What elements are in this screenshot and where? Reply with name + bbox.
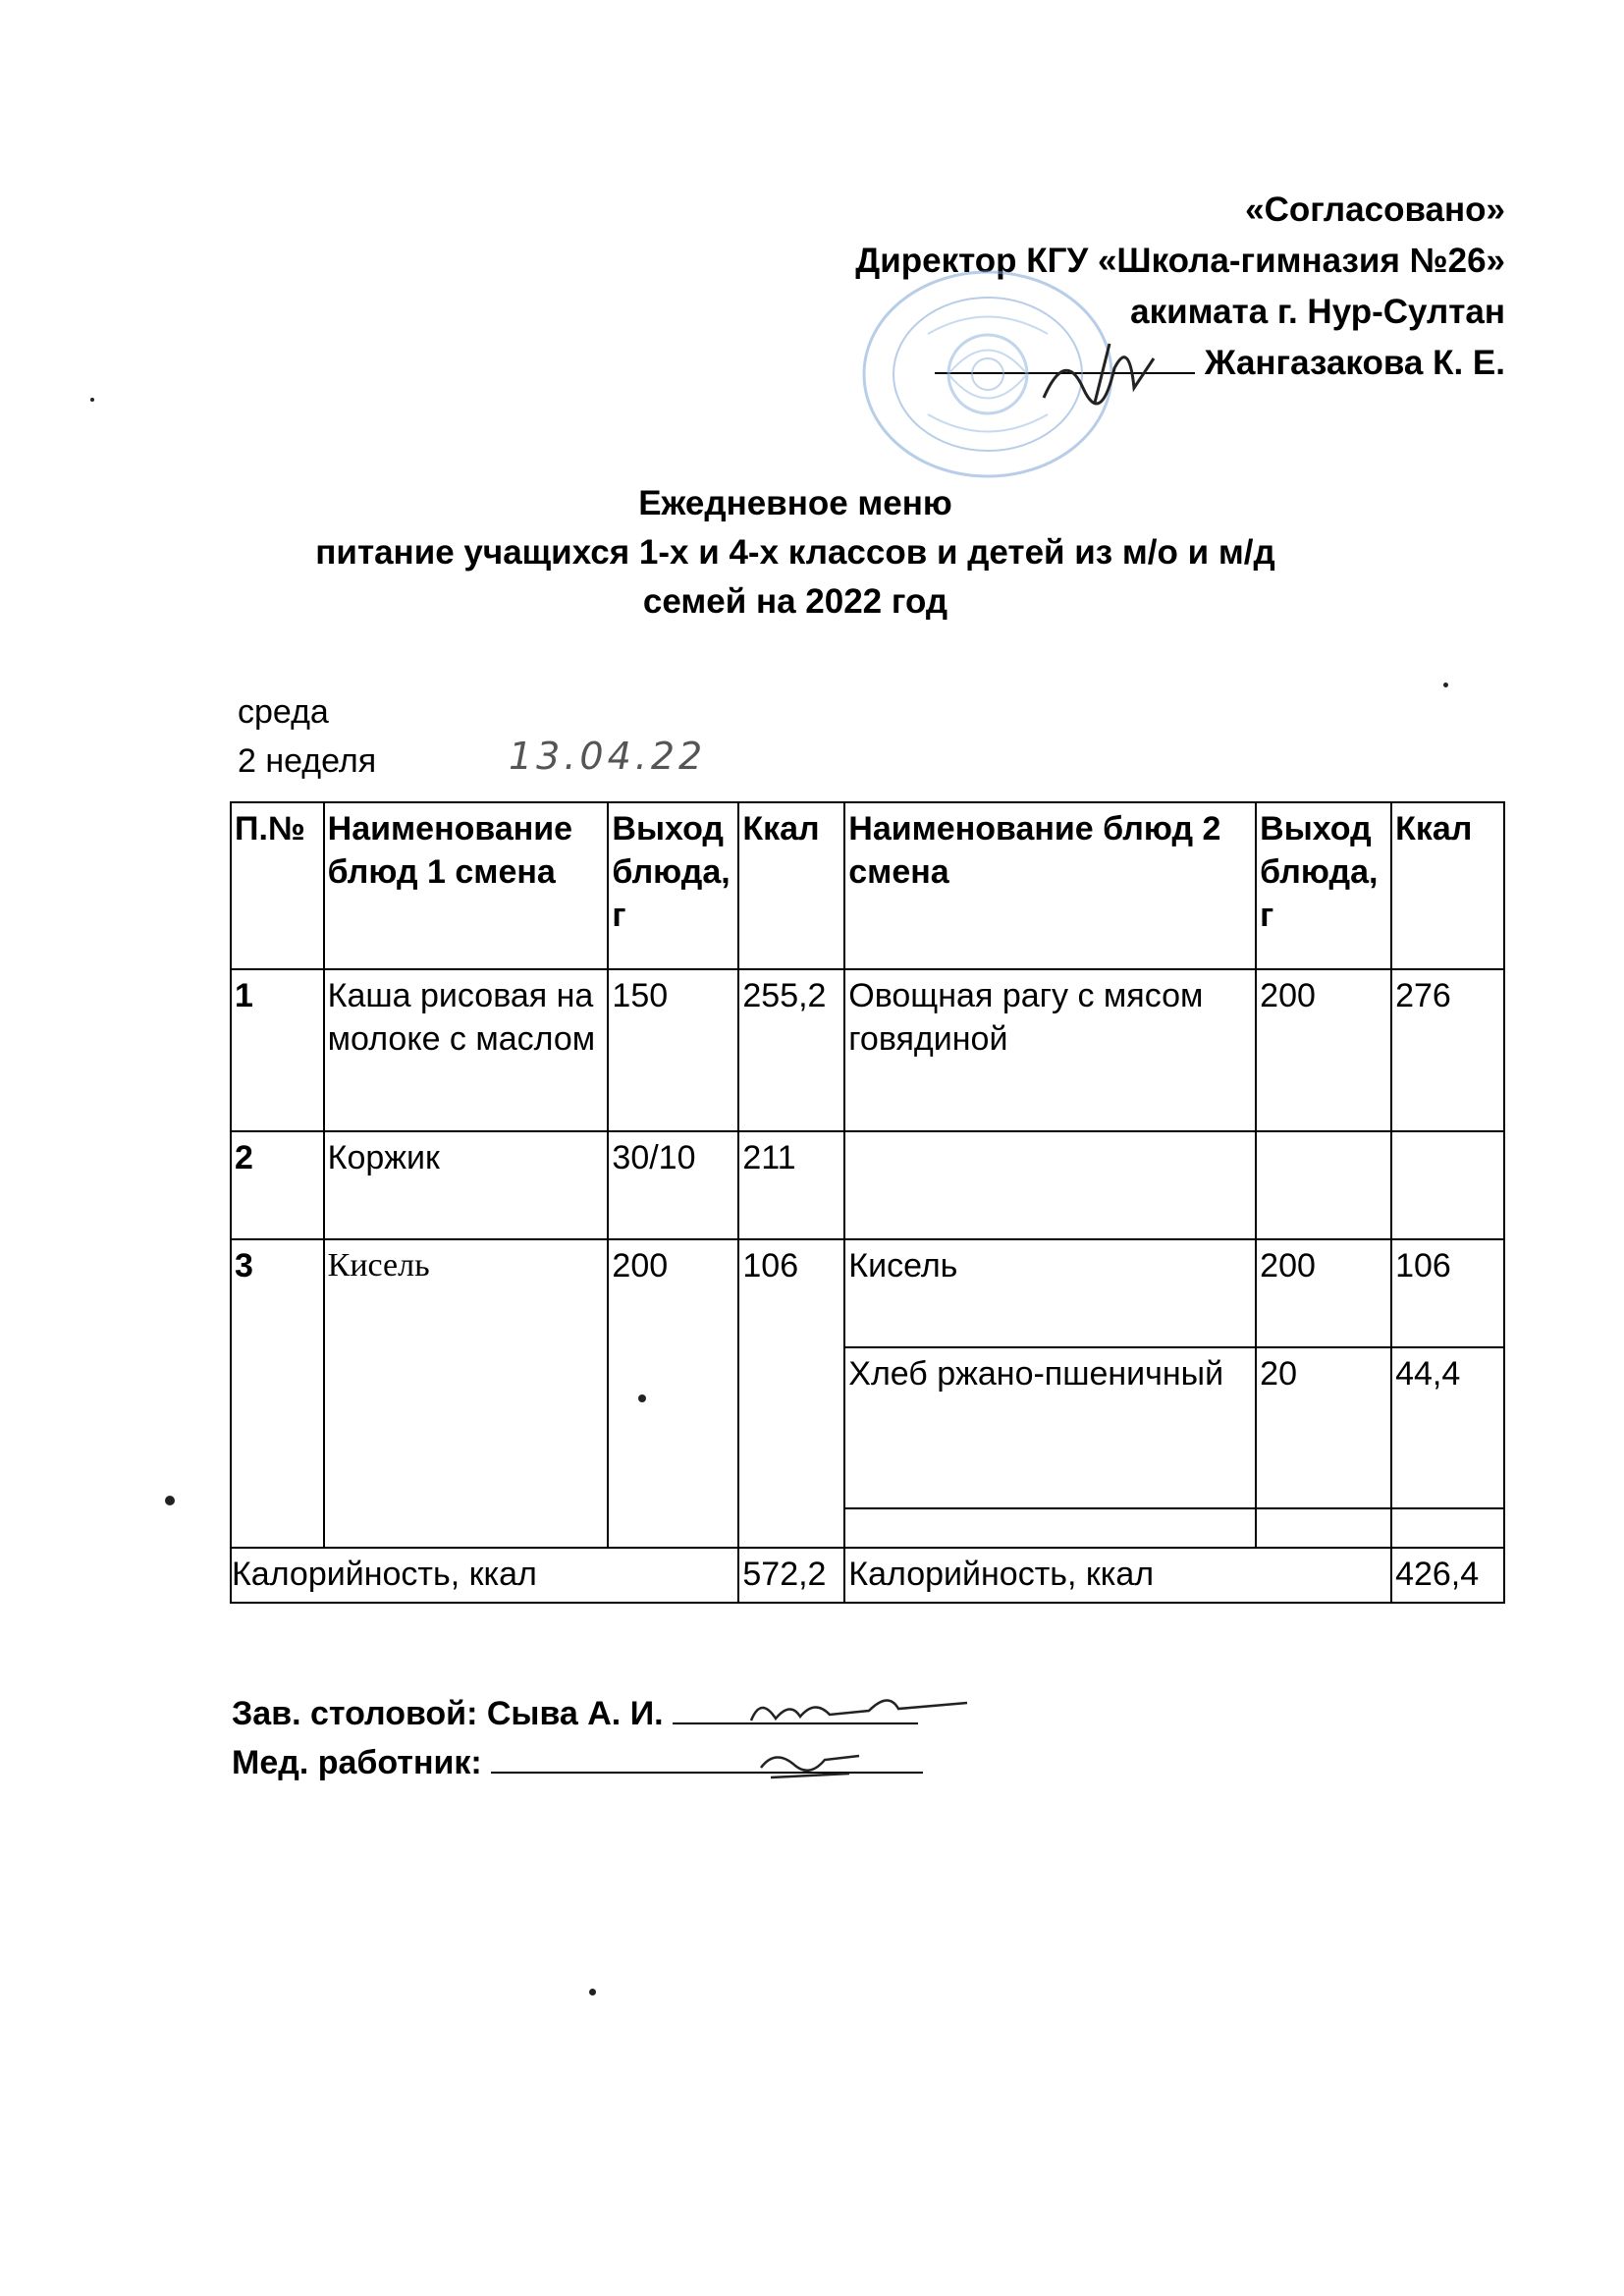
header-output-shift-2: Выход блюда, г: [1256, 802, 1391, 969]
scan-speck: [638, 1394, 646, 1402]
kcal-shift-1: 211: [738, 1131, 844, 1239]
title-line-2: питание учащихся 1-х и 4-х классов и детей из м/о и м/д: [315, 533, 1275, 572]
row-number: 3: [231, 1239, 324, 1548]
director-name: Жангазакова К. Е.: [1204, 344, 1505, 382]
dish-shift-2: Кисель: [844, 1239, 1256, 1347]
dish-shift-1: Каша рисовая на молоке с маслом: [324, 969, 609, 1131]
output-shift-2: 200: [1256, 1239, 1391, 1347]
approval-director: Директор КГУ «Школа-гимназия №26»: [855, 242, 1505, 280]
table-header-row: [231, 802, 1504, 969]
total-value-shift-1: 572,2: [738, 1548, 844, 1603]
scan-speck: [1443, 683, 1448, 687]
canteen-signature-icon: [741, 1681, 987, 1740]
dish-shift-2: Хлеб ржано-пшеничный: [844, 1347, 1256, 1508]
medic-signature-icon: [751, 1738, 879, 1792]
empty-cell: [844, 1508, 1256, 1548]
kcal-shift-2: 106: [1391, 1239, 1504, 1347]
dish-shift-2: [844, 1131, 1256, 1239]
header-dish-shift-1: Наименование блюд 1 смена: [324, 802, 609, 969]
scan-speck: [165, 1496, 175, 1505]
header-dish-shift-2: Наименование блюд 2 смена: [844, 802, 1256, 969]
header-number: П.№: [231, 802, 324, 969]
row-number: 1: [231, 969, 324, 1131]
empty-cell: [1256, 1508, 1391, 1548]
total-label-shift-2: Калорийность, ккал: [844, 1548, 1391, 1603]
output-shift-2: 200: [1256, 969, 1391, 1131]
document-title: [236, 479, 1355, 627]
menu-table: [230, 801, 1505, 1604]
title-line-3: семей на 2022 год: [642, 582, 948, 621]
kcal-shift-2: 276: [1391, 969, 1504, 1131]
kcal-shift-1: 255,2: [738, 969, 844, 1131]
kcal-shift-1: 106: [738, 1239, 844, 1548]
kcal-shift-2: [1391, 1131, 1504, 1239]
director-signature-icon: [1036, 329, 1173, 417]
scan-speck: [589, 1989, 596, 1995]
header-output-shift-1: Выход блюда, г: [608, 802, 738, 969]
week-number: 2 неделя: [238, 742, 377, 780]
dish-shift-1: Кисель: [324, 1239, 609, 1548]
scan-speck: [90, 398, 94, 402]
kcal-shift-2: 44,4: [1391, 1347, 1504, 1508]
output-shift-1: 30/10: [608, 1131, 738, 1239]
output-shift-2: 20: [1256, 1347, 1391, 1508]
title-line-1: Ежедневное меню: [638, 484, 952, 522]
table-row: [231, 969, 1504, 1131]
output-shift-1: 200: [608, 1239, 738, 1548]
output-shift-2: [1256, 1131, 1391, 1239]
canteen-head-label: Зав. столовой: Сыва А. И.: [232, 1695, 664, 1732]
table-row: [231, 1239, 1504, 1347]
header-kcal-shift-2: Ккал: [1391, 802, 1504, 969]
header-kcal-shift-1: Ккал: [738, 802, 844, 969]
dish-shift-1: Коржик: [324, 1131, 609, 1239]
dish-shift-2: Овощная рагу с мясом говядиной: [844, 969, 1256, 1131]
handwritten-date: 13.04.22: [509, 735, 707, 778]
row-number: 2: [231, 1131, 324, 1239]
empty-cell: [1391, 1508, 1504, 1548]
table-row: [231, 1131, 1504, 1239]
day-info: [238, 687, 376, 786]
medic-label: Мед. работник:: [232, 1744, 482, 1781]
weekday: среда: [238, 693, 329, 731]
table-totals-row: [231, 1548, 1504, 1603]
approval-akimat: акимата г. Нур-Султан: [1130, 293, 1505, 331]
output-shift-1: 150: [608, 969, 738, 1131]
total-value-shift-2: 426,4: [1391, 1548, 1504, 1603]
total-label-shift-1: Калорийность, ккал: [231, 1548, 738, 1603]
approval-heading: «Согласовано»: [1245, 191, 1505, 229]
